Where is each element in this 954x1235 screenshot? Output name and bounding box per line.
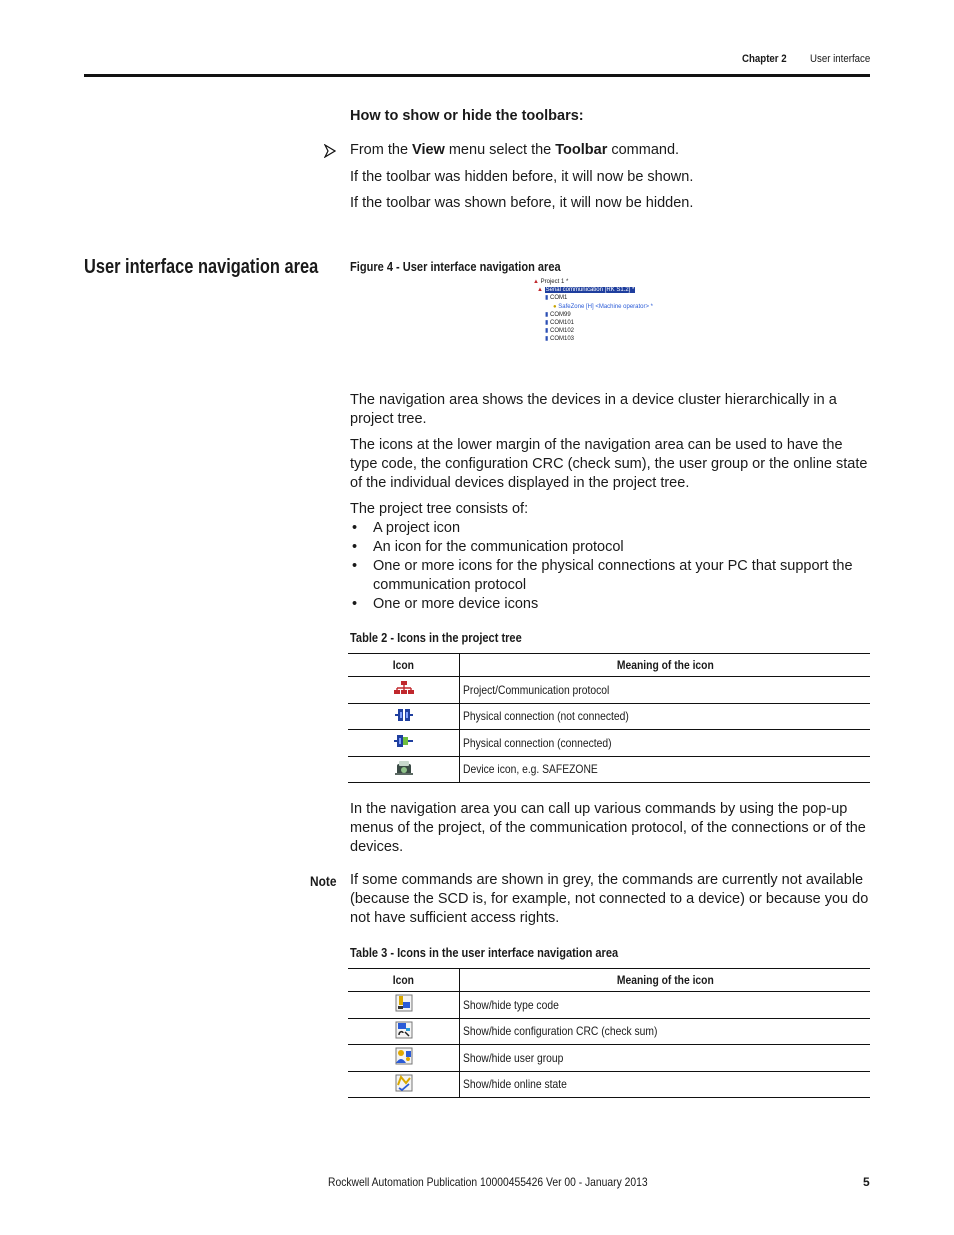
toolbars-line-1: If the toolbar was hidden before, it will now be shown.: [350, 169, 694, 185]
tree-protocol-row: ▲ Serial communication [RK S1.2] *: [537, 287, 635, 294]
note-text: If some commands are shown in grey, the commands are currently not available (because the SCD is, for example, not connected to a device) or because you do not have sufficient access rights.: [350, 872, 869, 926]
user-group-icon: [394, 1046, 414, 1069]
figure-caption: Figure 4 - User interface navigation area: [350, 259, 561, 274]
online-state-icon: [394, 1073, 414, 1096]
tree-com99-label: COM99: [549, 311, 571, 318]
paragraph-navigation-area: The navigation area shows the devices in a device cluster hierarchically in a project tree.: [350, 392, 837, 427]
toolbar-command-name: Toolbar: [555, 142, 608, 158]
tree-project-row: ▲ Project 1 *: [533, 279, 569, 285]
connection-not-connected-icon: [393, 707, 415, 726]
navigation-tree-figure: [533, 278, 673, 348]
tree-com102-row: ▮ COM102: [545, 328, 574, 335]
table-row: [348, 703, 870, 730]
table2-header-meaning: Meaning of the icon: [460, 654, 871, 677]
step-text-mid: menu select the: [444, 142, 556, 158]
tree-com103-row: ▮ COM103: [545, 336, 574, 343]
table-project-tree-icons: [348, 653, 870, 783]
step-text-pre: From the: [350, 142, 413, 158]
table3-caption: Table 3 - Icons in the user interface navigation area: [350, 945, 619, 960]
header-rule: [84, 74, 870, 77]
table-navigation-area-icons: [348, 968, 870, 1098]
toolbars-line-2: If the toolbar was shown before, it will now be hidden.: [350, 195, 694, 211]
table2-meaning: Device icon, e.g. SAFEZONE: [463, 762, 598, 777]
table3-header-meaning: Meaning of the icon: [460, 969, 871, 992]
step-text-post: command.: [607, 142, 680, 158]
table-row: [348, 1045, 870, 1072]
list-item: • A project icon: [350, 519, 870, 538]
tree-com103-label: COM103: [549, 336, 574, 343]
table-row: [348, 992, 870, 1019]
tree-components-list: [350, 519, 870, 614]
crc-icon: [394, 1020, 414, 1043]
toolbars-step: [350, 141, 679, 160]
table-row: [348, 1018, 870, 1045]
table3-header-icon: Icon: [348, 969, 460, 992]
tree-com101-row: ▮ COM101: [545, 320, 574, 327]
project-network-icon: [393, 680, 415, 699]
list-item: • One or more icons for the physical connections at your PC that support the communication protocol: [350, 557, 870, 595]
connection-connected-icon: [393, 733, 415, 752]
table3-meaning: Show/hide online state: [463, 1077, 567, 1092]
table2-caption: Table 2 - Icons in the project tree: [350, 630, 522, 645]
table2-meaning: Project/Communication protocol: [463, 682, 610, 697]
table-row: [348, 1071, 870, 1098]
table2-meaning: Physical connection (connected): [463, 735, 612, 750]
table3-meaning: Show/hide configuration CRC (check sum): [463, 1024, 658, 1039]
tree-com102-label: COM102: [549, 328, 574, 335]
view-menu-name: View: [412, 142, 445, 158]
table3-meaning: Show/hide type code: [463, 997, 559, 1012]
table-row: [348, 677, 870, 704]
tree-com101-label: COM101: [549, 320, 574, 327]
tree-com99-row: ▮ COM99: [545, 311, 571, 318]
list-item: • One or more device icons: [350, 595, 870, 614]
table2-header-icon: Icon: [348, 654, 460, 677]
toolbars-heading: How to show or hide the toolbars:: [350, 108, 584, 124]
section-title: User interface navigation area: [84, 256, 319, 278]
paragraph-popup-menus: In the navigation area you can call up various commands by using the pop-up menus of the project, of the communication protocol, of the connections or of the devices.: [350, 801, 866, 855]
header-chapter: Chapter 2: [742, 53, 787, 65]
table-row: [348, 730, 870, 757]
tree-protocol-label: Serial communication [RK S1.2] *: [545, 287, 635, 294]
note-label: Note: [310, 873, 337, 889]
device-icon: [393, 759, 415, 780]
tree-device-label: SafeZone [H] <Machine operator> *: [558, 303, 654, 310]
tree-com1-label: COM1: [549, 295, 568, 302]
paragraph-tree-consists: The project tree consists of:: [350, 501, 529, 517]
header-section: User interface: [810, 53, 871, 65]
type-code-icon: [394, 993, 414, 1016]
list-item: • An icon for the communication protocol: [350, 538, 870, 557]
table2-meaning: Physical connection (not connected): [463, 709, 629, 724]
tree-device-row: ● SafeZone [H] <Machine operator> *: [553, 303, 654, 310]
paragraph-icons-lower-margin: The icons at the lower margin of the navigation area can be used to have the type code, the configuration CRC (check sum), the user group or the online state of the individual devices displayed in the project tree.: [350, 437, 868, 491]
table-row: [348, 756, 870, 783]
tree-com1-row: ▮ COM1: [545, 295, 568, 302]
table3-meaning: Show/hide user group: [463, 1050, 564, 1065]
footer-publication: Rockwell Automation Publication 10000455426 Ver 00 - January 2013: [328, 1175, 648, 1189]
tree-project-label: Project 1 *: [540, 279, 569, 285]
page-number: 5: [863, 1175, 870, 1189]
arrow-bullet-icon: [324, 144, 336, 158]
